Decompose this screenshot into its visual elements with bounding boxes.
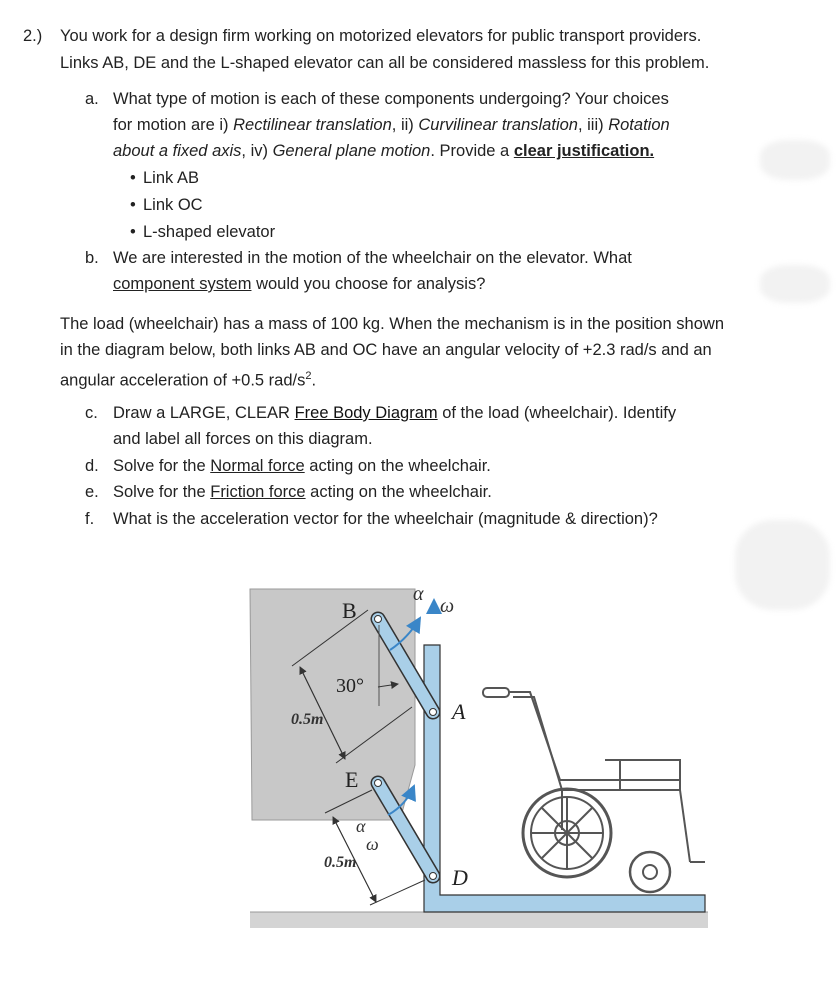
part-a-l3-mid: , iv) — [241, 142, 273, 160]
alpha-label-bottom: α — [356, 816, 366, 836]
part-d-post: acting on the wheelchair. — [304, 457, 491, 475]
bullet-elevator: • L-shaped elevator — [143, 221, 275, 243]
part-f-line: What is the acceleration vector for the wheelchair (magnitude & direction)? — [113, 510, 658, 528]
problem-number: 2.) — [23, 27, 43, 45]
part-b-marker: b. — [85, 249, 99, 267]
friction-force-link: Friction force — [210, 483, 306, 501]
part-d-pre: Solve for the — [113, 457, 211, 475]
problem-intro-line1: You work for a design firm working on motorized elevators for public transport providers. — [60, 27, 702, 45]
free-body-diagram-link: Free Body Diagram — [294, 404, 438, 422]
angle-label: 30° — [336, 675, 364, 697]
bullet-link-oc: • Link OC — [143, 194, 203, 216]
omega-label-top: ω — [440, 595, 455, 617]
part-a-l2-pre: for motion are i) — [113, 116, 234, 134]
part-c-line2: and label all forces on this diagram. — [113, 430, 373, 448]
part-a-l2-mid1: , ii) — [391, 116, 419, 134]
alpha-label-top: α — [413, 583, 424, 605]
support-wall — [250, 589, 415, 820]
load-l3-pre: angular acceleration of +0.5 rad/s — [60, 371, 306, 390]
part-a-marker: a. — [85, 90, 99, 108]
label-b: B — [342, 598, 357, 623]
label-e: E — [345, 767, 359, 792]
load-line2: in the diagram below, both links AB and OC have an angular velocity of +2.3 rad/s and an — [60, 341, 712, 359]
part-f-marker: f. — [85, 510, 95, 528]
part-a-l2-mid2: , iii) — [577, 116, 609, 134]
problem-intro-line2: Links AB, DE and the L-shaped elevator can all be considered massless for this problem. — [60, 54, 710, 72]
option-rotation: Rotation — [608, 116, 670, 134]
load-l3-post: . — [311, 371, 317, 390]
part-c-l1-post: of the load (wheelchair). Identify — [437, 404, 677, 422]
dimension-bottom-label: 0.5m — [324, 854, 357, 871]
floor — [250, 912, 708, 928]
normal-force-link: Normal force — [210, 457, 305, 475]
part-c-marker: c. — [85, 404, 98, 422]
option-curvilinear: Curvilinear translation — [418, 116, 578, 134]
part-b-line1: We are interested in the motion of the wheelchair on the elevator. What — [113, 249, 632, 267]
part-c-l1-pre: Draw a LARGE, CLEAR — [113, 404, 295, 422]
part-b-l2-rest: would you choose for analysis? — [251, 275, 486, 293]
component-system-link: component system — [113, 275, 252, 293]
label-a: A — [452, 699, 466, 724]
part-d-marker: d. — [85, 457, 99, 475]
load-line1: The load (wheelchair) has a mass of 100 kg. When the mechanism is in the position shown — [60, 315, 725, 333]
part-e-post: acting on the wheelchair. — [305, 483, 492, 501]
load-l3-sup: 2 — [305, 370, 312, 382]
dimension-top-label: 0.5m — [291, 711, 324, 728]
label-d: D — [452, 865, 468, 890]
wheelchair — [483, 688, 705, 892]
omega-label-bottom: ω — [366, 834, 379, 854]
part-a-line1: What type of motion is each of these components undergoing? Your choices — [113, 90, 669, 108]
option-rotation-cont: about a fixed axis — [113, 142, 242, 160]
option-general-plane: General plane motion — [272, 142, 431, 160]
option-rectilinear: Rectilinear translation — [233, 116, 392, 134]
part-e-marker: e. — [85, 483, 99, 501]
bullet-link-ab: • Link AB — [143, 167, 199, 189]
clear-justification-link: clear justification. — [513, 142, 655, 160]
part-e-pre: Solve for the — [113, 483, 211, 501]
part-a-l3-mid2: . Provide a — [430, 142, 514, 160]
